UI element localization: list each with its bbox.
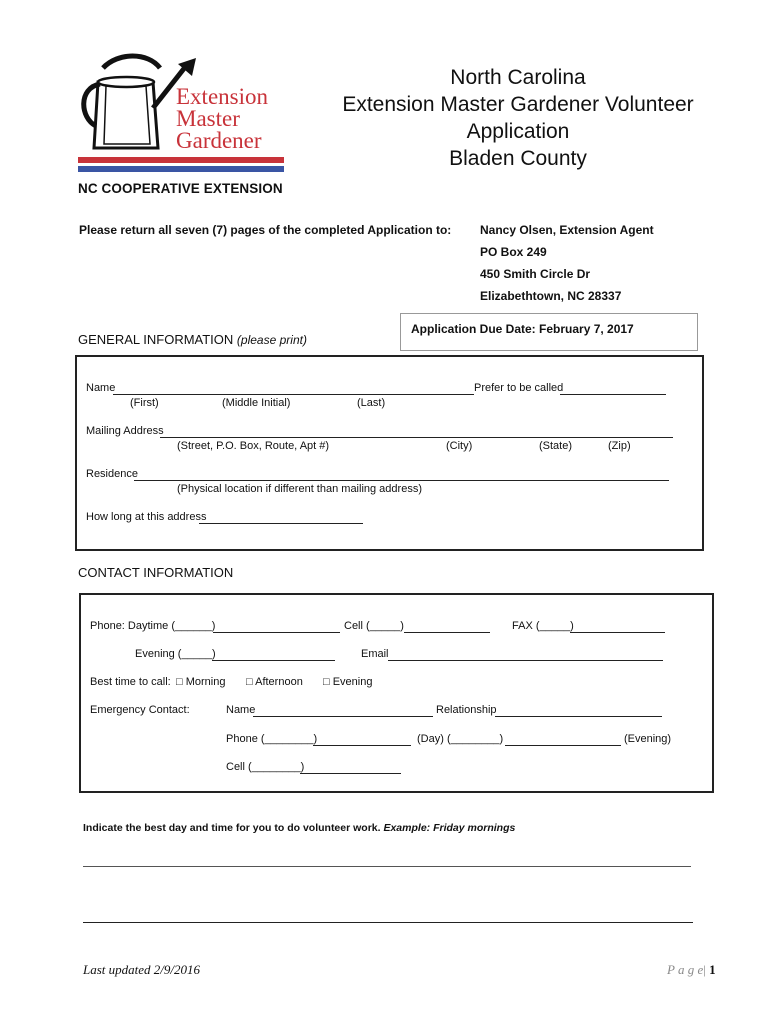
ec-phone-label: Phone (________) [226,733,318,745]
cell-label: Cell (_____) [344,620,404,632]
return-instruction: Please return all seven (7) pages of the completed Application to: [79,223,452,237]
logo-word-gardener: Gardener [176,128,262,153]
logo-org-name: NC COOPERATIVE EXTENSION [78,181,283,196]
ec-relationship-input[interactable] [495,716,662,717]
last-updated: Last updated 2/9/2016 [83,962,201,977]
mailing-label: Mailing Address [86,425,164,437]
extension-master-gardener-logo [78,48,288,200]
due-date-box [400,313,698,351]
residence-label: Residence [86,468,138,480]
title-line-1: North Carolina [450,66,586,89]
city-hint: (City) [446,440,473,452]
page-num: 1 [709,962,716,977]
ec-evening-label: (Evening) [624,733,672,745]
checkbox-icon[interactable]: □ [246,676,253,688]
best-time-label: Best time to call: [90,676,171,688]
fax-input[interactable] [570,632,665,633]
volunteer-prompt-text: Indicate the best day and time for you to do volunteer work. [83,822,381,834]
name-input[interactable] [113,394,474,395]
agent-street: 450 Smith Circle Dr [480,267,591,281]
residence-input[interactable] [134,480,669,481]
how-long-label: How long at this address [86,511,207,523]
prefer-label: Prefer to be called [474,382,564,394]
emergency-contact-label: Emergency Contact: [90,704,190,716]
first-hint: (First) [130,397,159,409]
option-morning-label: Morning [185,676,226,688]
option-morning[interactable] [176,676,225,688]
volunteer-example: Example: Friday mornings [383,822,516,834]
logo-word-master: Master [176,106,240,131]
phone-daytime-label: Phone: Daytime (______) [90,620,216,632]
option-evening[interactable] [323,676,372,688]
option-afternoon[interactable] [246,676,303,688]
ec-relationship-label: Relationship [436,704,497,716]
prefer-input[interactable] [560,394,666,395]
how-long-input[interactable] [199,523,363,524]
middle-hint: (Middle Initial) [222,397,291,409]
ec-cell-label: Cell (________) [226,761,305,773]
volunteer-answer-line-2[interactable] [83,922,693,923]
fax-label: FAX (_____) [512,620,574,632]
logo-blue-stripe [78,166,284,172]
checkbox-icon[interactable]: □ [323,676,330,688]
agent-po-box: PO Box 249 [480,245,547,259]
name-label: Name [86,382,116,394]
page-number: P a g e| 1 [667,962,716,977]
ec-phone-evening-input[interactable] [505,745,621,746]
evening-input[interactable] [212,660,335,661]
email-input[interactable] [388,660,663,661]
logo-red-stripe [78,157,284,163]
page-word: P a g e [667,962,704,977]
title-line-4: Bladen County [449,147,587,170]
zip-hint: (Zip) [608,440,631,452]
title-line-2: Extension Master Gardener Volunteer [342,93,694,116]
cell-input[interactable] [404,632,490,633]
option-evening-label: Evening [332,676,373,688]
logo-word-extension: Extension [176,84,268,109]
general-info-note: (please print) [236,333,307,347]
email-label: Email [361,648,389,660]
state-hint: (State) [539,440,573,452]
title-line-3: Application [466,120,570,143]
due-date: Application Due Date: February 7, 2017 [411,322,634,336]
agent-name: Nancy Olsen, Extension Agent [480,223,654,237]
agent-city: Elizabethtown, NC 28337 [480,289,622,303]
option-afternoon-label: Afternoon [255,676,303,688]
street-hint: (Street, P.O. Box, Route, Apt #) [177,440,330,452]
contact-info-heading: CONTACT INFORMATION [78,565,234,580]
checkbox-icon[interactable]: □ [176,676,183,688]
ec-cell-input[interactable] [300,773,401,774]
ec-name-input[interactable] [253,716,433,717]
general-info-heading [78,332,307,347]
last-hint: (Last) [357,397,386,409]
general-info-title: GENERAL INFORMATION [78,332,234,347]
ec-day-label: (Day) (________) [417,733,504,745]
volunteer-answer-line-1[interactable] [83,866,691,867]
phone-daytime-input[interactable] [213,632,340,633]
ec-name-label: Name [226,704,256,716]
evening-label: Evening (_____) [135,648,216,660]
ec-phone-day-input[interactable] [313,745,411,746]
residence-hint: (Physical location if different than mailing address) [177,483,422,495]
volunteer-prompt [83,822,515,834]
mailing-input[interactable] [160,437,673,438]
